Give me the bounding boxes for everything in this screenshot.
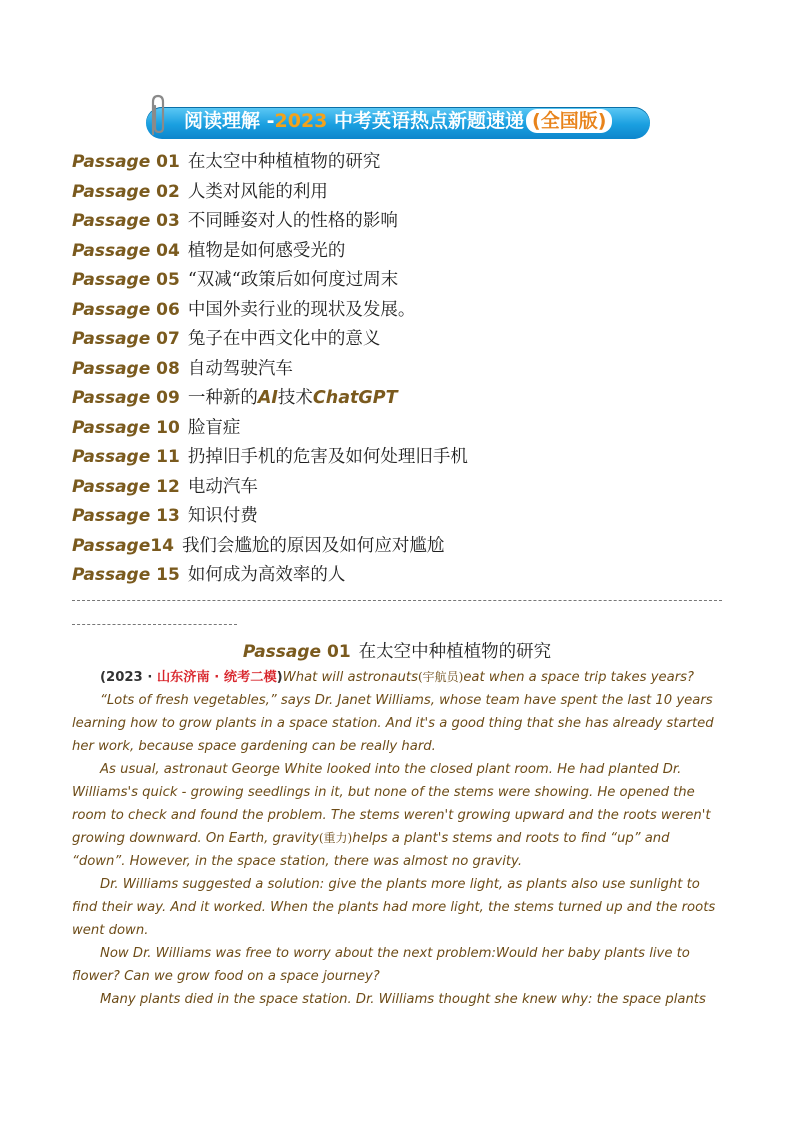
table-of-contents <box>72 148 732 591</box>
source-close: ) <box>276 670 283 685</box>
passage-number: 01 <box>321 642 351 662</box>
gloss: (宇航员) <box>417 670 464 684</box>
toc-title: 扔掉旧手机的危害及如何处理旧手机 <box>187 447 468 467</box>
toc-number: 10 <box>150 417 180 438</box>
banner-prefix: 阅读理解 - <box>184 110 275 132</box>
toc-number: 12 <box>150 476 180 497</box>
toc-number: 13 <box>150 506 180 526</box>
banner-title <box>184 108 612 134</box>
toc-label: Passage <box>72 358 151 379</box>
toc-item <box>72 207 732 237</box>
toc-label: Passage <box>72 417 151 438</box>
toc-number: 14 <box>150 535 174 556</box>
banner-year: 2023 <box>274 110 328 132</box>
toc-item <box>72 443 732 473</box>
toc-label: Passage <box>72 476 151 497</box>
toc-title: 人类对风能的利用 <box>187 181 328 202</box>
toc-title-zh2: 技术 <box>277 388 313 408</box>
toc-label: Passage <box>72 535 151 556</box>
toc-item <box>72 296 732 326</box>
toc-number: 07 <box>150 329 180 349</box>
section-divider-tail <box>72 624 237 625</box>
toc-title: 我们会尴尬的原因及如何应对尴尬 <box>181 535 445 556</box>
toc-title: 自动驾驶汽车 <box>187 358 293 379</box>
toc-item <box>72 148 732 178</box>
paragraph: Now Dr. Williams was free to worry about the next problem:Would her baby plants live to flower? Can we grow food on a space journey? <box>72 946 690 984</box>
paragraph-text: helps a plant's stems and roots to find “up” and “down”. However, in the space station, there was almost no gravity. <box>72 831 670 869</box>
toc-number: 15 <box>150 565 180 585</box>
gloss: (重力) <box>318 831 353 845</box>
toc-item <box>72 384 732 414</box>
paragraph <box>72 758 724 873</box>
toc-label: Passage <box>72 565 151 585</box>
toc-title: 兔子在中西文化中的意义 <box>187 329 381 349</box>
toc-number: 11 <box>150 447 180 467</box>
toc-title: 不同睡姿对人的性格的影响 <box>187 211 398 231</box>
passage-label: Passage <box>242 642 322 662</box>
toc-number: 04 <box>150 240 180 261</box>
paragraph <box>72 666 724 689</box>
toc-number: 05 <box>150 270 180 290</box>
toc-title: 在太空中种植植物的研究 <box>187 152 381 172</box>
toc-number: 03 <box>150 211 180 231</box>
toc-label: Passage <box>72 299 151 320</box>
section-divider <box>72 600 722 601</box>
toc-item <box>72 561 732 591</box>
passage-title: 在太空中种植植物的研究 <box>358 642 552 662</box>
toc-number: 01 <box>150 152 180 172</box>
toc-label: Passage <box>72 506 151 526</box>
toc-label: Passage <box>72 388 151 408</box>
toc-title: 如何成为高效率的人 <box>187 565 346 585</box>
title-banner <box>146 104 654 142</box>
toc-number: 08 <box>150 358 180 379</box>
paragraph: “Lots of fresh vegetables,” says Dr. Janet Williams, whose team have spent the last 10 years learning how to grow plants in a space station. And it's a good thing that she has already started her work, because space gardening can be really hard. <box>72 693 714 754</box>
toc-item <box>72 355 732 385</box>
toc-label: Passage <box>72 270 151 290</box>
toc-item <box>72 532 732 562</box>
toc-label: Passage <box>72 211 151 231</box>
toc-item <box>72 473 732 503</box>
toc-title: 中国外卖行业的现状及发展。 <box>187 299 416 320</box>
paperclip-icon <box>144 94 172 138</box>
toc-title-en: AI <box>257 388 278 408</box>
toc-item <box>72 266 732 296</box>
toc-item <box>72 414 732 444</box>
toc-title: 植物是如何感受光的 <box>187 240 346 261</box>
toc-label: Passage <box>72 152 151 172</box>
banner-edition-pill: (全国版) <box>526 109 612 133</box>
passage-heading <box>0 638 794 663</box>
toc-title-en2: ChatGPT <box>312 388 398 408</box>
banner-middle: 中考英语热点新题速递 <box>327 110 525 132</box>
toc-label: Passage <box>72 181 151 202</box>
toc-title: 电动汽车 <box>187 476 258 497</box>
paragraph-text: What will astronauts <box>282 670 418 685</box>
paragraph: Dr. Williams suggested a solution: give the plants more light, as plants also use sunlight to find their way. And it worked. When the plants had more light, the stems turned up and the roots went down. <box>72 877 716 938</box>
source-exam: 山东济南 · 统考二模 <box>156 670 277 685</box>
paragraph: Many plants died in the space station. Dr. Williams thought she knew why: the space plants <box>100 992 706 1007</box>
toc-label: Passage <box>72 240 151 261</box>
toc-title: 知识付费 <box>187 506 258 526</box>
source-open: (2023 · <box>100 670 157 685</box>
toc-item <box>72 237 732 267</box>
toc-number: 02 <box>150 181 180 202</box>
toc-title: 脸盲症 <box>187 417 241 438</box>
source-tag <box>100 670 283 685</box>
passage-body <box>72 666 724 1011</box>
toc-label: Passage <box>72 329 151 349</box>
toc-title: “双减“政策后如何度过周末 <box>187 270 399 290</box>
toc-item <box>72 178 732 208</box>
toc-number: 06 <box>150 299 180 320</box>
toc-number: 09 <box>150 388 180 408</box>
toc-item <box>72 502 732 532</box>
paragraph-text: eat when a space trip takes years? <box>463 670 695 685</box>
paragraph-text: As usual, astronaut George White looked into the closed plant room. He had planted Dr. Williams's quick - growing seedlings in it, but none of the stems were showing. He opened the room to check and found the problem. The stems weren't growing upward and the roots weren't growing downward. On Earth, gravity <box>72 762 711 846</box>
toc-label: Passage <box>72 447 151 467</box>
toc-item <box>72 325 732 355</box>
toc-title: 一种新的 <box>187 388 258 408</box>
